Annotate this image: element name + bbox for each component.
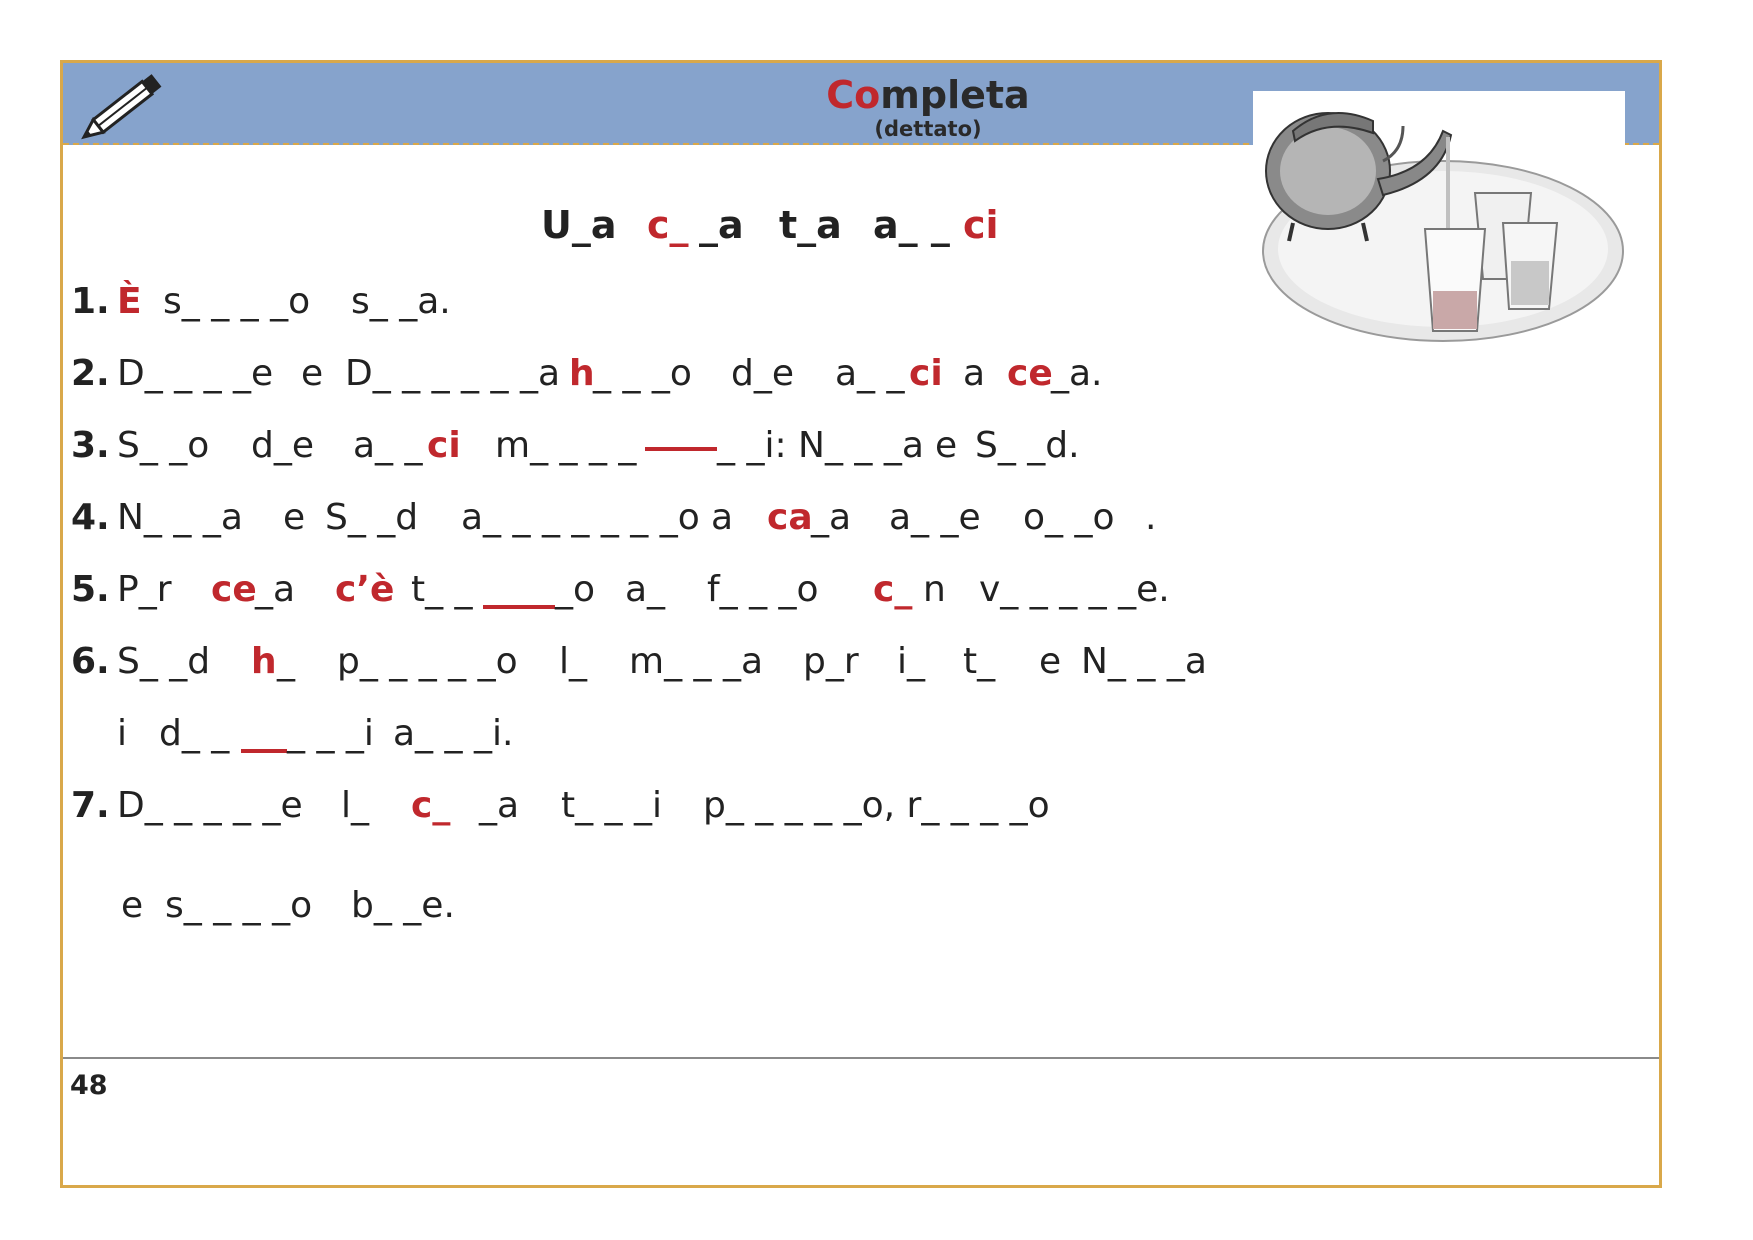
word: S_ _d.	[975, 425, 1080, 466]
sentence-number: 4.	[71, 497, 110, 538]
word: a_ _ _ _ _ _ _o	[461, 497, 700, 538]
word: v_ _ _ _ _e.	[979, 569, 1170, 610]
heading-word-3: t_a	[779, 203, 842, 247]
word: ce	[1007, 353, 1053, 394]
word: .	[1145, 497, 1157, 538]
word: N_ _ _a	[117, 497, 243, 538]
word: _a	[811, 497, 852, 538]
pencil-icon	[77, 65, 173, 145]
word: _	[277, 641, 295, 682]
heading-word-1: U_a	[541, 203, 617, 247]
word: a_	[625, 569, 666, 610]
sentence-number: 6.	[71, 641, 110, 682]
word: ce	[211, 569, 257, 610]
word: t_ _ _i	[561, 785, 663, 826]
heading-word-4a: a_ _	[873, 203, 950, 247]
word: d_e	[251, 425, 314, 466]
word: _o	[555, 569, 596, 610]
red-blank	[241, 749, 287, 753]
word: P_r	[117, 569, 172, 610]
sentence-6	[71, 641, 1471, 701]
sentence-7	[71, 785, 1471, 845]
word: ci	[909, 353, 943, 394]
sentence-3	[71, 425, 1471, 485]
word: s_ _ _ _o	[163, 281, 311, 322]
heading-word-4b: ci	[963, 203, 999, 247]
word: a_ _	[835, 353, 905, 394]
word: S_ _d	[325, 497, 419, 538]
word: o_ _o	[1023, 497, 1115, 538]
sentence-number: 1.	[71, 281, 110, 322]
word: i	[117, 713, 128, 754]
word: _ _ _o	[593, 353, 692, 394]
sentence-6-continued	[71, 713, 1471, 773]
sentence-number: 3.	[71, 425, 110, 466]
word: e	[935, 425, 958, 466]
red-blank	[645, 447, 717, 451]
word: p_r	[803, 641, 859, 682]
page-title: Completa	[826, 73, 1030, 117]
word: ca	[767, 497, 813, 538]
word: È	[117, 281, 142, 322]
word: e	[283, 497, 306, 538]
sentence-7-continued	[71, 885, 1471, 945]
word: c_	[411, 785, 451, 826]
word: D_ _ _ _e	[117, 353, 274, 394]
word: a	[711, 497, 734, 538]
sentence-number: 7.	[71, 785, 110, 826]
word: s_ _ _ _o	[165, 885, 313, 926]
word: a	[963, 353, 986, 394]
word: D_ _ _ _ _e	[117, 785, 303, 826]
divider	[63, 1057, 1659, 1059]
word: e	[121, 885, 144, 926]
word: d_ _	[159, 713, 230, 754]
word: p_ _ _ _ _o	[337, 641, 518, 682]
word: i_	[897, 641, 926, 682]
word: ci	[427, 425, 461, 466]
word: m_ _ _a	[629, 641, 764, 682]
word: m_ _ _ _	[495, 425, 637, 466]
word: e	[1039, 641, 1062, 682]
word: b_ _e.	[351, 885, 455, 926]
word: S_ _o	[117, 425, 210, 466]
heading-word-2b: _a	[699, 203, 744, 247]
red-blank	[483, 605, 555, 609]
sentence-number: 2.	[71, 353, 110, 394]
sentence-4	[71, 497, 1471, 557]
sentence-5	[71, 569, 1471, 629]
page-number: 48	[70, 1070, 108, 1101]
word: a_ _	[353, 425, 423, 466]
word: d_e	[731, 353, 794, 394]
sentence-number: 5.	[71, 569, 110, 610]
word: s_ _a.	[351, 281, 451, 322]
word: _a	[479, 785, 520, 826]
word: p_ _ _ _ _o, r_ _ _ _o	[703, 785, 1050, 826]
exercise-heading	[63, 203, 1659, 263]
word: c’è	[335, 569, 395, 610]
sentence-2	[71, 353, 1471, 413]
word: l_	[559, 641, 588, 682]
word: l_	[341, 785, 370, 826]
word: t_	[963, 641, 996, 682]
word: n	[923, 569, 946, 610]
word: h	[251, 641, 277, 682]
word: _a	[255, 569, 296, 610]
word: e	[301, 353, 324, 394]
word: h	[569, 353, 595, 394]
word: _ _ _i	[287, 713, 374, 754]
word: N_ _ _a	[1081, 641, 1207, 682]
page-subtitle: (dettato)	[874, 117, 982, 141]
word: t_ _	[411, 569, 473, 610]
word: a_ _e	[889, 497, 981, 538]
word: c_	[873, 569, 913, 610]
sentence-1	[71, 281, 1471, 341]
word: f_ _ _o	[707, 569, 819, 610]
word: D_ _ _ _ _ _a	[345, 353, 560, 394]
word: S_ _d	[117, 641, 211, 682]
worksheet-frame	[60, 60, 1662, 1188]
word: _ _i: N_ _ _a	[717, 425, 924, 466]
word: a_ _ _i.	[393, 713, 514, 754]
heading-word-2a: c_	[647, 203, 689, 247]
word: _a.	[1051, 353, 1103, 394]
